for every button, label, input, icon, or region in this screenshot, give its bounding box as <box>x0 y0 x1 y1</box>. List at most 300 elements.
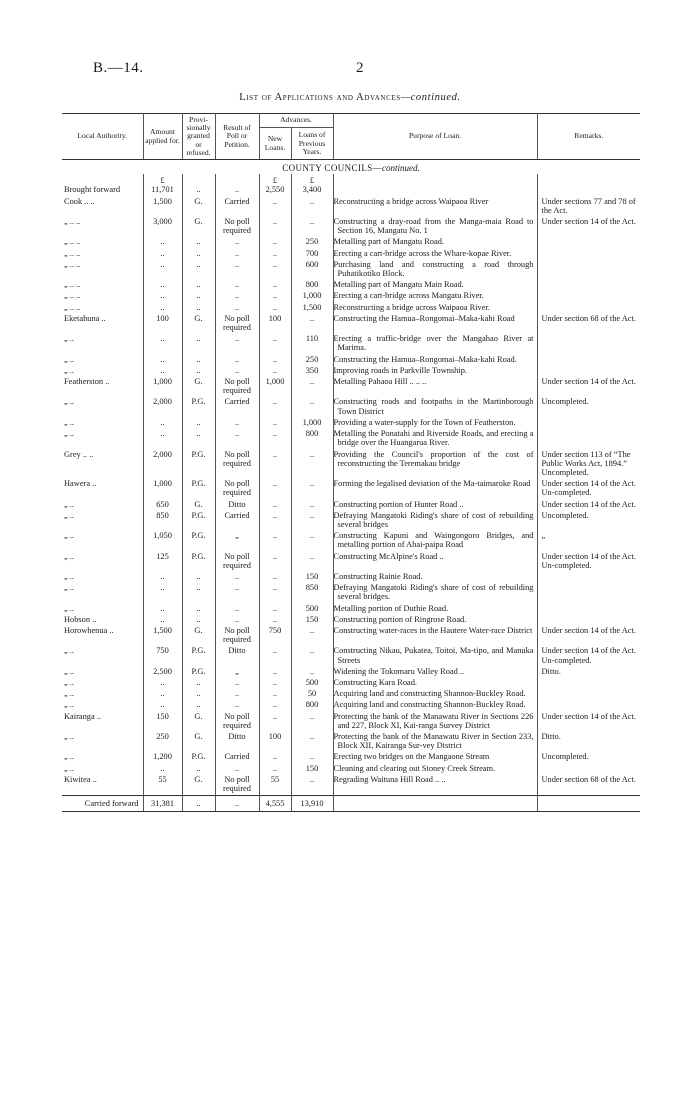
table-row <box>62 429 640 449</box>
bf-result: .. <box>215 185 259 196</box>
table-row <box>62 260 640 280</box>
granted-cell: .. <box>182 418 215 429</box>
table-row <box>62 500 640 511</box>
new-loans-cell: .. <box>259 752 291 763</box>
purpose-cell: Widening the Tokomaru Valley Road .. <box>333 667 537 678</box>
new-loans-cell: 100 <box>259 732 291 752</box>
purpose-cell: Metalling part of Mangatu Road. <box>333 237 537 248</box>
result-cell: No poll required <box>215 450 259 480</box>
amount-cell: .. <box>143 429 182 449</box>
previous-loans-cell: 1,000 <box>291 418 333 429</box>
granted-cell: .. <box>182 355 215 366</box>
local-authority-cell: „ .. <box>62 646 143 666</box>
result-cell: .. <box>215 334 259 354</box>
remarks-cell <box>537 237 640 248</box>
amount-cell: 650 <box>143 500 182 511</box>
granted-cell: G. <box>182 626 215 646</box>
purpose-cell: Constructing water-races in the Hautere Water-race District <box>333 626 537 646</box>
purpose-cell: Constructing portion of Ringrose Road. <box>333 615 537 626</box>
local-authority-cell: Cook .. .. <box>62 197 143 217</box>
amount-cell: .. <box>143 678 182 689</box>
result-cell: No poll required <box>215 712 259 732</box>
purpose-cell: Acquiring land and constructing Shannon-Buckley Road. <box>333 700 537 711</box>
purpose-cell: Constructing a dray-road from the Manga-maia Road to Section 16, Mangatu No. 1 <box>333 217 537 237</box>
table-row <box>62 572 640 583</box>
new-loans-cell: .. <box>259 366 291 377</box>
new-loans-cell: .. <box>259 355 291 366</box>
amount-cell: .. <box>143 334 182 354</box>
table-row <box>62 732 640 752</box>
granted-cell: G. <box>182 732 215 752</box>
new-loans-cell: .. <box>259 712 291 732</box>
local-authority-cell: „ .. .. <box>62 237 143 248</box>
new-loans-cell: .. <box>259 450 291 480</box>
amount-cell: 55 <box>143 775 182 796</box>
cf-result: .. <box>215 796 259 812</box>
carried-forward-row <box>62 796 640 812</box>
local-authority-cell: „ .. <box>62 366 143 377</box>
granted-cell: G. <box>182 217 215 237</box>
local-authority-cell: Grey .. .. <box>62 450 143 480</box>
new-loans-cell: .. <box>259 646 291 666</box>
table-row <box>62 531 640 551</box>
new-loans-cell: 55 <box>259 775 291 796</box>
previous-loans-cell: .. <box>291 752 333 763</box>
table-row <box>62 237 640 248</box>
table-row <box>62 355 640 366</box>
pounds-prev: £ <box>291 174 333 185</box>
remarks-cell <box>537 764 640 775</box>
page-title-suffix: —continued. <box>400 92 461 103</box>
local-authority-cell: „ .. <box>62 355 143 366</box>
purpose-cell: Erecting two bridges on the Mangaone Stream <box>333 752 537 763</box>
remarks-cell <box>537 260 640 280</box>
new-loans-cell: .. <box>259 667 291 678</box>
granted-cell: .. <box>182 291 215 302</box>
new-loans-cell: .. <box>259 764 291 775</box>
header-result: Result of Poll or Petition. <box>215 114 259 160</box>
granted-cell: .. <box>182 572 215 583</box>
granted-cell: P.G. <box>182 479 215 499</box>
result-cell: Ditto <box>215 500 259 511</box>
purpose-cell: Constructing portion of Hunter Road .. <box>333 500 537 511</box>
cf-amount: 31,381 <box>143 796 182 812</box>
result-cell: No poll required <box>215 314 259 334</box>
previous-loans-cell: 500 <box>291 678 333 689</box>
remarks-cell <box>537 291 640 302</box>
table-row <box>62 334 640 354</box>
bf-amount: 11,701 <box>143 185 182 196</box>
remarks-cell <box>537 366 640 377</box>
previous-loans-cell: 150 <box>291 572 333 583</box>
section-heading <box>62 160 640 175</box>
amount-cell: 1,500 <box>143 197 182 217</box>
header-provisionally: Provi-sionally granted or refused. <box>182 114 215 160</box>
previous-loans-cell: 1,000 <box>291 291 333 302</box>
previous-loans-cell: .. <box>291 217 333 237</box>
amount-cell: .. <box>143 260 182 280</box>
purpose-cell: Reconstructing a bridge across Waipaoa River <box>333 197 537 217</box>
local-authority-cell: „ .. .. <box>62 291 143 302</box>
new-loans-cell: .. <box>259 397 291 417</box>
result-cell: .. <box>215 418 259 429</box>
amount-cell: .. <box>143 689 182 700</box>
remarks-cell <box>537 303 640 314</box>
local-authority-cell: „ .. <box>62 429 143 449</box>
granted-cell: .. <box>182 280 215 291</box>
local-authority-cell: Hawera .. <box>62 479 143 499</box>
new-loans-cell: .. <box>259 604 291 615</box>
purpose-cell: Constructing the Hamua–Rongomai–Maka-kahi Road <box>333 314 537 334</box>
local-authority-cell: „ .. <box>62 583 143 603</box>
remarks-cell: Under section 14 of the Act. <box>541 377 636 387</box>
previous-loans-cell: .. <box>291 314 333 334</box>
granted-cell: .. <box>182 334 215 354</box>
previous-loans-cell: .. <box>291 552 333 572</box>
local-authority-cell: Horowhenua .. <box>62 626 143 646</box>
bf-new: 2,550 <box>259 185 291 196</box>
purpose-cell: Regrading Waituna Hill Road .. .. <box>333 775 537 796</box>
remarks-cell <box>537 583 640 603</box>
granted-cell: .. <box>182 260 215 280</box>
table-row <box>62 689 640 700</box>
amount-cell: 2,000 <box>143 397 182 417</box>
local-authority-cell: „ .. <box>62 572 143 583</box>
result-cell: Ditto <box>215 732 259 752</box>
remarks-cell: Under section 68 of the Act. <box>541 313 636 323</box>
granted-cell: .. <box>182 615 215 626</box>
local-authority-cell: „ .. <box>62 500 143 511</box>
table-row <box>62 775 640 796</box>
purpose-cell: Forming the legalised deviation of the Ma-taimaroke Road <box>333 479 537 499</box>
page-reference: B.—14. <box>93 60 144 76</box>
new-loans-cell: 1,000 <box>259 377 291 397</box>
purpose-cell: Metalling the Ponatahi and Riverside Roads, and erecting a bridge over the Huangarua River. <box>333 429 537 449</box>
result-cell: .. <box>215 366 259 377</box>
result-cell: No poll required <box>215 626 259 646</box>
pounds-amount: £ <box>143 174 182 185</box>
remarks-cell <box>537 678 640 689</box>
result-cell: .. <box>215 303 259 314</box>
result-cell: .. <box>215 260 259 280</box>
granted-cell: P.G. <box>182 667 215 678</box>
amount-cell: 150 <box>143 712 182 732</box>
purpose-cell: Constructing roads and footpaths in the Martinborough Town District <box>333 397 537 417</box>
purpose-cell: Defraying Mangatoki Riding's share of cost of rebuilding several bridges. <box>333 583 537 603</box>
granted-cell: P.G. <box>182 397 215 417</box>
previous-loans-cell: 800 <box>291 280 333 291</box>
local-authority-cell: „ .. <box>62 418 143 429</box>
new-loans-cell: .. <box>259 217 291 237</box>
granted-cell: .. <box>182 678 215 689</box>
new-loans-cell: .. <box>259 678 291 689</box>
new-loans-cell: .. <box>259 531 291 551</box>
granted-cell: P.G. <box>182 646 215 666</box>
local-authority-cell: „ .. <box>62 689 143 700</box>
bf-granted: .. <box>182 185 215 196</box>
purpose-cell: Constructing Rainie Road. <box>333 572 537 583</box>
amount-cell: .. <box>143 615 182 626</box>
purpose-cell: Constructing McAlpine's Road .. <box>333 552 537 572</box>
purpose-cell: Metalling part of Mangatu Main Road. <box>333 280 537 291</box>
result-cell: Carried <box>215 752 259 763</box>
granted-cell: .. <box>182 429 215 449</box>
previous-loans-cell: .. <box>291 775 333 796</box>
table-row <box>62 752 640 763</box>
result-cell: .. <box>215 572 259 583</box>
previous-loans-cell: .. <box>291 450 333 480</box>
granted-cell: P.G. <box>182 450 215 480</box>
table-row <box>62 511 640 531</box>
remarks-cell: Under section 14 of the Act. <box>541 711 636 721</box>
result-cell: Ditto <box>215 646 259 666</box>
table-row <box>62 604 640 615</box>
applications-table <box>62 113 640 812</box>
local-authority-cell: Eketahuna .. <box>62 314 143 334</box>
result-cell: .. <box>215 583 259 603</box>
previous-loans-cell: 250 <box>291 237 333 248</box>
previous-loans-cell: 110 <box>291 334 333 354</box>
previous-loans-cell: .. <box>291 479 333 499</box>
result-cell: .. <box>215 764 259 775</box>
new-loans-cell: .. <box>259 249 291 260</box>
table-row <box>62 280 640 291</box>
purpose-cell: Protecting the bank of the Manawatu River in Section 233, Block XII, Kairanga Sur-vey District <box>333 732 537 752</box>
result-cell: No poll required <box>215 217 259 237</box>
granted-cell: .. <box>182 249 215 260</box>
new-loans-cell: .. <box>259 479 291 499</box>
purpose-cell: Constructing Kapuni and Waingongoro Bridges, and metalling portion of Ahai-paipa Road <box>333 531 537 551</box>
local-authority-cell: „ .. <box>62 732 143 752</box>
result-cell: .. <box>215 237 259 248</box>
table-row <box>62 712 640 732</box>
previous-loans-cell: .. <box>291 500 333 511</box>
previous-loans-cell: 150 <box>291 615 333 626</box>
result-cell: .. <box>215 689 259 700</box>
table-row <box>62 626 640 646</box>
table-row <box>62 377 640 397</box>
new-loans-cell: .. <box>259 260 291 280</box>
header-amount: Amount applied for. <box>143 114 182 160</box>
granted-cell: .. <box>182 764 215 775</box>
result-cell: .. <box>215 678 259 689</box>
amount-cell: .. <box>143 764 182 775</box>
amount-cell: .. <box>143 572 182 583</box>
local-authority-cell: „ .. .. <box>62 217 143 237</box>
result-cell: .. <box>215 291 259 302</box>
result-cell: .. <box>215 249 259 260</box>
new-loans-cell: .. <box>259 197 291 217</box>
local-authority-cell: Kairanga .. <box>62 712 143 732</box>
purpose-cell: Improving roads in Parkville Township. <box>333 366 537 377</box>
remarks-cell: Uncompleted. <box>541 397 589 407</box>
result-cell: Carried <box>215 197 259 217</box>
section-suffix: continued. <box>382 163 420 174</box>
purpose-cell: Constructing Kara Road. <box>333 678 537 689</box>
previous-loans-cell: 600 <box>291 260 333 280</box>
granted-cell: G. <box>182 314 215 334</box>
previous-loans-cell: 250 <box>291 355 333 366</box>
remarks-cell: Under sections 77 and 78 of the Act. <box>541 196 636 215</box>
previous-loans-cell: 350 <box>291 366 333 377</box>
local-authority-cell: „ .. <box>62 604 143 615</box>
purpose-cell: Acquiring land and constructing Shannon-Buckley Road. <box>333 689 537 700</box>
remarks-cell: Uncompleted. <box>541 752 589 762</box>
new-loans-cell: .. <box>259 500 291 511</box>
remarks-cell <box>537 280 640 291</box>
result-cell: No poll required <box>215 377 259 397</box>
local-authority-cell: „ .. <box>62 700 143 711</box>
bf-authority: Brought forward <box>62 185 143 196</box>
remarks-cell: Under section 14 of the Act. Un-completed. <box>541 479 636 498</box>
local-authority-cell: „ .. <box>62 397 143 417</box>
previous-loans-cell: .. <box>291 531 333 551</box>
previous-loans-cell: 500 <box>291 604 333 615</box>
new-loans-cell: .. <box>259 615 291 626</box>
amount-cell: .. <box>143 583 182 603</box>
local-authority-cell: „ .. .. <box>62 280 143 291</box>
granted-cell: G. <box>182 377 215 397</box>
result-cell: .. <box>215 355 259 366</box>
local-authority-cell: „ .. <box>62 552 143 572</box>
result-cell: Carried <box>215 511 259 531</box>
result-cell: No poll required <box>215 552 259 572</box>
remarks-cell <box>537 604 640 615</box>
remarks-cell <box>537 429 640 449</box>
amount-cell: .. <box>143 303 182 314</box>
amount-cell: .. <box>143 249 182 260</box>
cf-authority: Carried forward <box>62 796 143 812</box>
previous-loans-cell: .. <box>291 712 333 732</box>
new-loans-cell: .. <box>259 511 291 531</box>
result-cell: No poll required <box>215 479 259 499</box>
brought-forward-row <box>62 185 640 196</box>
granted-cell: .. <box>182 237 215 248</box>
previous-loans-cell: .. <box>291 511 333 531</box>
table-row <box>62 764 640 775</box>
remarks-cell: Under section 113 of “The Public Works Act, 1894.” Uncompleted. <box>541 449 631 477</box>
purpose-cell: Constructing Nikau, Pukatea, Toitoi, Ma-tipo, and Manuka Streets <box>333 646 537 666</box>
local-authority-cell: Featherston .. <box>62 377 143 397</box>
remarks-cell: Ditto. <box>541 731 561 741</box>
amount-cell: .. <box>143 700 182 711</box>
previous-loans-cell: 800 <box>291 700 333 711</box>
local-authority-cell: „ .. <box>62 667 143 678</box>
remarks-cell: Under section 68 of the Act. <box>541 774 636 784</box>
purpose-cell: Cleaning and clearing out Stoney Creek Stream. <box>333 764 537 775</box>
previous-loans-cell: 1,500 <box>291 303 333 314</box>
remarks-cell: Under section 14 of the Act. Un-completed. <box>541 551 636 570</box>
amount-cell: 1,200 <box>143 752 182 763</box>
previous-loans-cell: 150 <box>291 764 333 775</box>
granted-cell: .. <box>182 583 215 603</box>
purpose-cell: Metalling portion of Duthie Road. <box>333 604 537 615</box>
new-loans-cell: .. <box>259 583 291 603</box>
header-advances: Advances. <box>259 114 333 128</box>
table-row <box>62 291 640 302</box>
previous-loans-cell: .. <box>291 197 333 217</box>
purpose-cell: Metalling Pahaoa Hill .. .. .. <box>333 377 537 397</box>
remarks-cell: Under section 14 of the Act. <box>541 217 636 227</box>
purpose-cell: Constructing the Hamua–Rongomai–Maka-kahi Road. <box>333 355 537 366</box>
amount-cell: 2,500 <box>143 667 182 678</box>
granted-cell: P.G. <box>182 752 215 763</box>
local-authority-cell: „ .. <box>62 531 143 551</box>
table-row <box>62 397 640 417</box>
amount-cell: .. <box>143 355 182 366</box>
new-loans-cell: 100 <box>259 314 291 334</box>
remarks-cell: Uncompleted. <box>541 510 589 520</box>
table-row <box>62 615 640 626</box>
cf-granted: .. <box>182 796 215 812</box>
page-number: 2 <box>356 60 364 76</box>
amount-cell: .. <box>143 418 182 429</box>
previous-loans-cell: 850 <box>291 583 333 603</box>
table-row <box>62 700 640 711</box>
granted-cell: G. <box>182 500 215 511</box>
purpose-cell: Providing a water-supply for the Town of Featherston. <box>333 418 537 429</box>
page-title-text: List of Applications and Advances <box>239 92 401 103</box>
result-cell: .. <box>215 429 259 449</box>
new-loans-cell: .. <box>259 280 291 291</box>
granted-cell: P.G. <box>182 511 215 531</box>
remarks-cell <box>537 615 640 626</box>
local-authority-cell: Hobson .. <box>62 615 143 626</box>
result-cell: Carried <box>215 397 259 417</box>
previous-loans-cell: .. <box>291 732 333 752</box>
pounds-spacer <box>62 174 143 185</box>
amount-cell: 250 <box>143 732 182 752</box>
local-authority-cell: „ .. <box>62 678 143 689</box>
remarks-cell: „ <box>541 531 546 541</box>
granted-cell: .. <box>182 604 215 615</box>
table-row <box>62 197 640 217</box>
previous-loans-cell: 700 <box>291 249 333 260</box>
purpose-cell: Erecting a cart-bridge across the Whare-kopae River. <box>333 249 537 260</box>
local-authority-cell: Kiwitea .. <box>62 775 143 796</box>
granted-cell: .. <box>182 366 215 377</box>
remarks-cell <box>537 572 640 583</box>
table-header <box>62 114 640 160</box>
amount-cell: 1,000 <box>143 377 182 397</box>
local-authority-cell: „ .. <box>62 511 143 531</box>
local-authority-cell: „ .. <box>62 764 143 775</box>
remarks-cell: Under section 14 of the Act. <box>541 625 636 635</box>
amount-cell: 100 <box>143 314 182 334</box>
header-local-authority: Local Authority. <box>62 114 143 160</box>
new-loans-cell: .. <box>259 572 291 583</box>
result-cell: „ <box>215 667 259 678</box>
header-new-loans: New Loans. <box>259 128 291 160</box>
table-row <box>62 249 640 260</box>
local-authority-cell: „ .. <box>62 752 143 763</box>
new-loans-cell: .. <box>259 689 291 700</box>
table-body <box>62 160 640 796</box>
header-remarks: Remarks. <box>537 114 640 160</box>
amount-cell: .. <box>143 280 182 291</box>
granted-cell: P.G. <box>182 531 215 551</box>
result-cell: .. <box>215 280 259 291</box>
granted-cell: .. <box>182 303 215 314</box>
purpose-cell: Erecting a cart-bridge across Mangatu River. <box>333 291 537 302</box>
remarks-cell <box>537 355 640 366</box>
granted-cell: G. <box>182 197 215 217</box>
cf-prev: 13,910 <box>291 796 333 812</box>
table-row <box>62 667 640 678</box>
bf-prev: 3,400 <box>291 185 333 196</box>
amount-cell: 2,000 <box>143 450 182 480</box>
purpose-cell: Defraying Mangatoki Riding's share of cost of rebuilding several bridges <box>333 511 537 531</box>
